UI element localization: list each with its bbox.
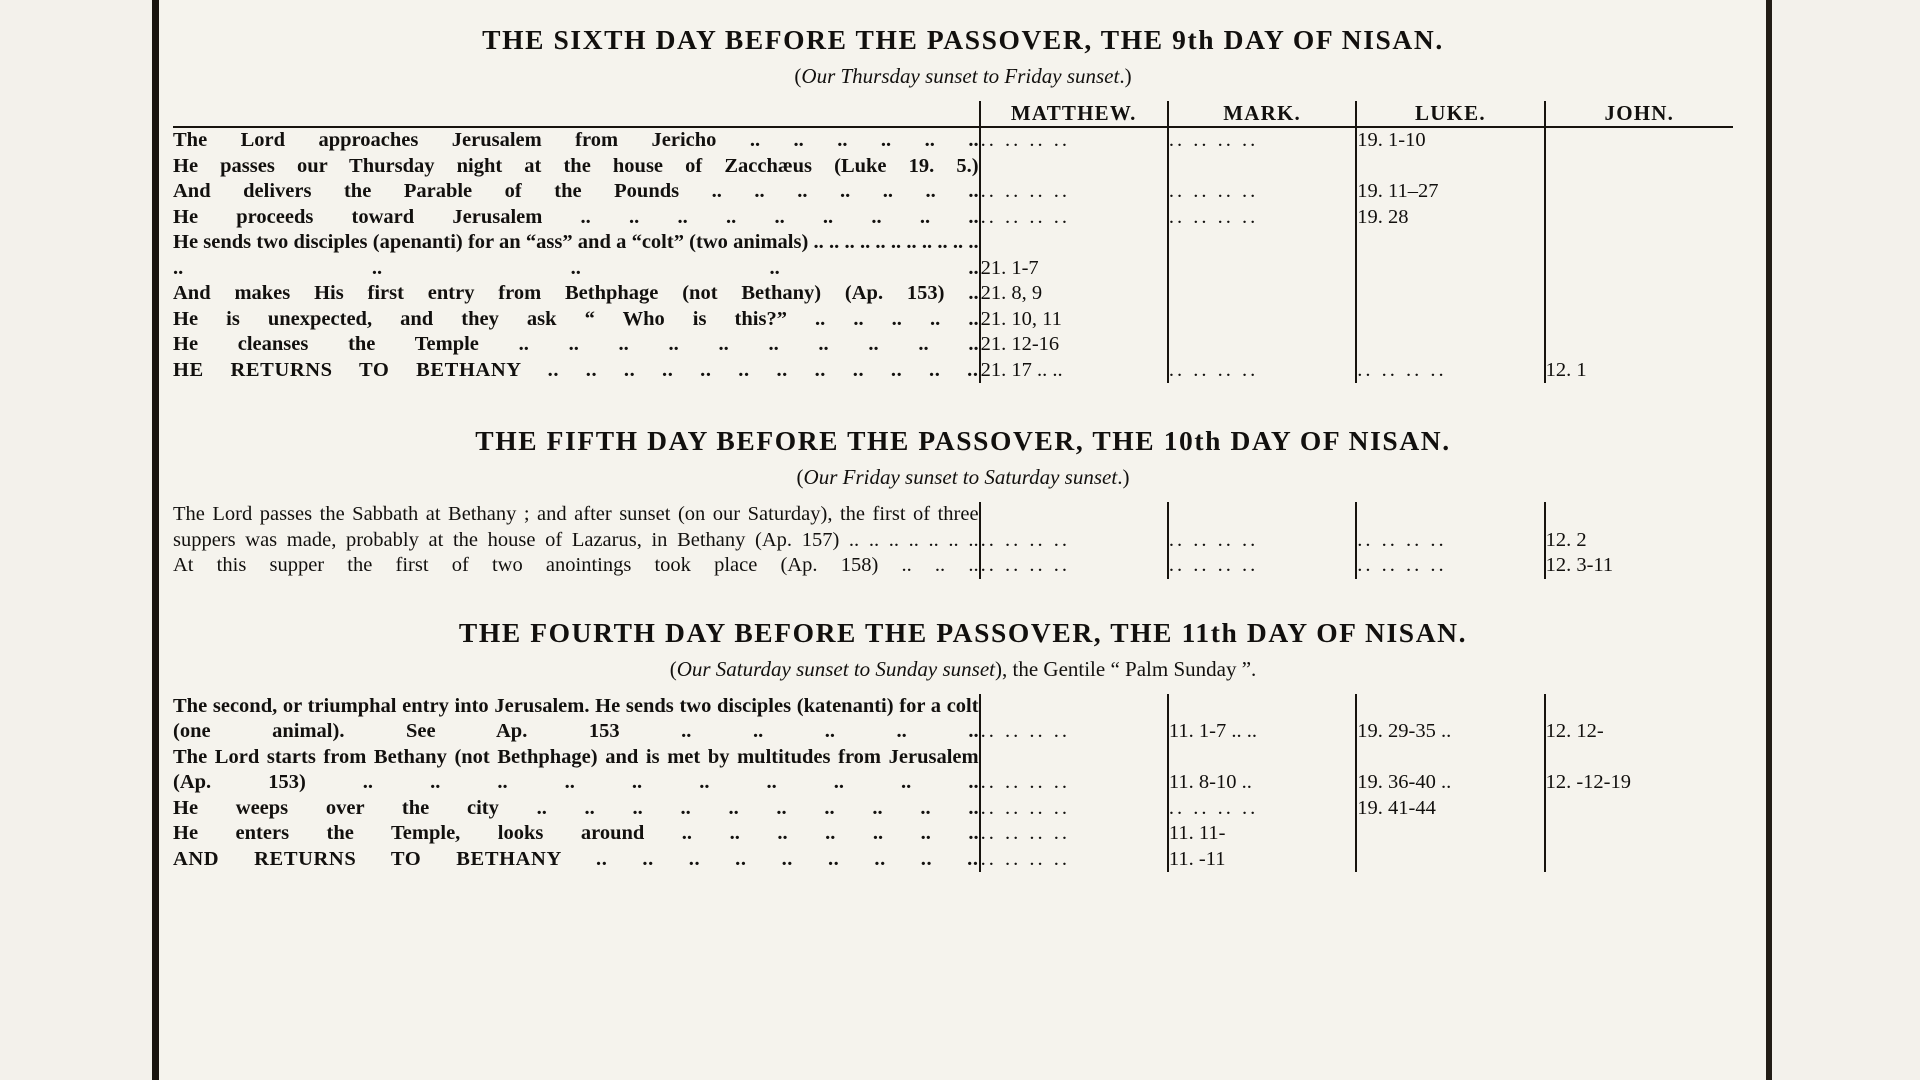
section-subtitle-fourth-day bbox=[173, 657, 1753, 682]
table-row bbox=[173, 745, 1733, 796]
subtitle-close-paren: .) bbox=[1117, 465, 1130, 489]
column-header-matthew: MATTHEW. bbox=[980, 101, 1168, 127]
ref-mark: 11. -11 bbox=[1168, 847, 1356, 873]
column-header-john: JOHN. bbox=[1545, 101, 1733, 127]
ref-john bbox=[1545, 307, 1733, 333]
page-gutter-right bbox=[1766, 0, 1772, 1080]
ref-mark: .. .. .. .. bbox=[1168, 127, 1356, 154]
section-spacer bbox=[173, 579, 1753, 593]
table-row bbox=[173, 358, 1733, 384]
table-row bbox=[173, 127, 1733, 154]
table-row bbox=[173, 821, 1733, 847]
ref-matthew: .. .. .. .. bbox=[980, 127, 1168, 154]
ref-mark bbox=[1168, 154, 1356, 180]
ref-john bbox=[1545, 179, 1733, 205]
ref-luke: 19. 29-35 .. bbox=[1356, 694, 1544, 745]
harmony-table-sixth-day bbox=[173, 101, 1733, 383]
ref-matthew: 21. 12-16 bbox=[980, 332, 1168, 358]
ref-luke: 19. 11–27 bbox=[1356, 179, 1544, 205]
ref-luke bbox=[1356, 847, 1544, 873]
column-header-luke: LUKE. bbox=[1356, 101, 1544, 127]
ref-john: 12. 12- bbox=[1545, 694, 1733, 745]
ref-mark: 11. 1-7 .. .. bbox=[1168, 694, 1356, 745]
table-body bbox=[173, 127, 1733, 383]
ref-mark: 11. 8-10 .. bbox=[1168, 745, 1356, 796]
section-subtitle-fifth-day bbox=[173, 465, 1753, 490]
page-content bbox=[173, 0, 1753, 872]
event-description: And delivers the Parable of the Pounds .. .. .. .. .. .. .. bbox=[173, 180, 979, 202]
ref-john bbox=[1545, 127, 1733, 154]
ref-john: 12. -12-19 bbox=[1545, 745, 1733, 796]
ref-mark bbox=[1168, 281, 1356, 307]
ref-mark: 11. 11- bbox=[1168, 821, 1356, 847]
table-row bbox=[173, 154, 1733, 180]
harmony-table-fifth-day bbox=[173, 502, 1733, 579]
subtitle-open-paren: ( bbox=[796, 465, 804, 489]
subtitle-italic-text: Our Thursday sunset to Friday sunset bbox=[801, 64, 1120, 88]
section-title-fourth-day: THE FOURTH DAY BEFORE THE PASSOVER, THE 11th DAY OF NISAN. bbox=[458, 616, 1468, 648]
harmony-table-fourth-day bbox=[173, 694, 1733, 873]
table-body bbox=[173, 694, 1733, 873]
table-row bbox=[173, 796, 1733, 822]
subtitle-italic-text: Our Friday sunset to Saturday sunset bbox=[803, 465, 1118, 489]
event-description: The Lord approaches Jerusalem from Jericho .. .. .. .. .. .. bbox=[173, 129, 979, 151]
header-row bbox=[173, 101, 1733, 127]
event-description: He proceeds toward Jerusalem .. .. .. .. .. .. .. .. .. bbox=[173, 205, 979, 228]
ref-luke: .. .. .. .. bbox=[1356, 358, 1544, 384]
ref-mark: .. .. .. .. bbox=[1168, 553, 1356, 579]
ref-matthew: .. .. .. .. bbox=[980, 694, 1168, 745]
ref-john bbox=[1545, 796, 1733, 822]
event-description: He passes our Thursday night at the house of Zacchæus (Luke 19. 5.) bbox=[173, 154, 979, 177]
ref-luke bbox=[1356, 307, 1544, 333]
section-title-sixth-day: THE SIXTH DAY BEFORE THE PASSOVER, THE 9th DAY OF NISAN. bbox=[482, 24, 1444, 55]
column-header-events bbox=[173, 101, 980, 127]
ref-matthew: 21. 10, 11 bbox=[980, 307, 1168, 333]
ref-luke: .. .. .. .. bbox=[1356, 502, 1544, 553]
event-description: The Lord passes the Sabbath at Bethany ; and after sunset (on our Saturday), the first of three suppers was made, probably at the house of Lazarus, in Bethany (Ap. 157) .. .. .. .. .. .. .. bbox=[173, 503, 979, 551]
ref-matthew: .. .. .. .. bbox=[980, 179, 1168, 205]
subtitle-close-paren: ), the Gentile “ Palm Sunday ”. bbox=[995, 656, 1257, 681]
ref-matthew: .. .. .. .. bbox=[980, 821, 1168, 847]
event-description: HE RETURNS TO BETHANY .. .. .. .. .. .. .. .. .. .. .. .. bbox=[173, 358, 979, 381]
table-row bbox=[173, 230, 1733, 281]
ref-matthew: .. .. .. .. bbox=[980, 205, 1168, 231]
event-description: The Lord starts from Bethany (not Bethphage) and is met by multitudes from Jerusalem (Ap. 153) .. .. .. .. .. .. .. .. .. .. bbox=[173, 745, 979, 793]
ref-john: 12. 1 bbox=[1545, 358, 1733, 384]
table-row bbox=[173, 553, 1733, 579]
ref-luke bbox=[1356, 230, 1544, 281]
ref-luke: 19. 28 bbox=[1356, 205, 1544, 231]
column-header-mark: MARK. bbox=[1168, 101, 1356, 127]
ref-matthew: 21. 8, 9 bbox=[980, 281, 1168, 307]
ref-matthew: 21. 1-7 bbox=[980, 230, 1168, 281]
table-row bbox=[173, 281, 1733, 307]
event-description: AND RETURNS TO BETHANY .. .. .. .. .. .. .. .. .. bbox=[173, 847, 979, 870]
section-spacer bbox=[173, 383, 1753, 401]
ref-mark bbox=[1168, 230, 1356, 281]
page-gutter-left bbox=[152, 0, 159, 1080]
event-description: He weeps over the city .. .. .. .. .. .. .. .. .. .. bbox=[173, 796, 979, 819]
ref-luke bbox=[1356, 821, 1544, 847]
ref-mark: .. .. .. .. bbox=[1168, 502, 1356, 553]
table-row bbox=[173, 205, 1733, 231]
ref-matthew: 21. 17 .. .. bbox=[980, 358, 1168, 384]
ref-john bbox=[1545, 230, 1733, 281]
section-title-fifth-day: THE FIFTH DAY BEFORE THE PASSOVER, THE 10th DAY OF NISAN. bbox=[475, 425, 1451, 456]
ref-matthew: .. .. .. .. bbox=[980, 745, 1168, 796]
ref-mark bbox=[1168, 332, 1356, 358]
table-row bbox=[173, 847, 1733, 873]
ref-luke bbox=[1356, 154, 1544, 180]
event-description: The second, or triumphal entry into Jerusalem. He sends two disciples (katenanti) for a colt (one animal). See Ap. 153 .. .. .. .. .. bbox=[173, 694, 979, 742]
ref-luke bbox=[1356, 281, 1544, 307]
ref-luke: 19. 41-44 bbox=[1356, 796, 1544, 822]
table-row bbox=[173, 332, 1733, 358]
table-head bbox=[173, 101, 1733, 127]
ref-john bbox=[1545, 847, 1733, 873]
ref-luke: .. .. .. .. bbox=[1356, 553, 1544, 579]
ref-matthew: .. .. .. .. bbox=[980, 553, 1168, 579]
ref-john: 12. 2 bbox=[1545, 502, 1733, 553]
ref-john bbox=[1545, 154, 1733, 180]
event-description: At this supper the first of two anointings took place (Ap. 158) .. .. .. bbox=[173, 554, 979, 576]
page-sheet bbox=[159, 0, 1766, 1080]
event-description: He is unexpected, and they ask “ Who is this?” .. .. .. .. .. bbox=[173, 307, 979, 330]
ref-mark bbox=[1168, 307, 1356, 333]
section-subtitle-sixth-day bbox=[173, 64, 1753, 89]
ref-matthew: .. .. .. .. bbox=[980, 847, 1168, 873]
event-description: And makes His first entry from Bethphage (not Bethany) (Ap. 153) .. bbox=[173, 282, 979, 304]
table-row bbox=[173, 502, 1733, 553]
event-description: He cleanses the Temple .. .. .. .. .. .. .. .. .. .. bbox=[173, 333, 979, 355]
event-description: He enters the Temple, looks around .. .. .. .. .. .. .. bbox=[173, 822, 979, 844]
ref-matthew bbox=[980, 154, 1168, 180]
subtitle-open-paren: ( bbox=[794, 64, 802, 88]
ref-mark: .. .. .. .. bbox=[1168, 179, 1356, 205]
ref-john bbox=[1545, 281, 1733, 307]
ref-mark: .. .. .. .. bbox=[1168, 205, 1356, 231]
ref-john bbox=[1545, 205, 1733, 231]
subtitle-italic-text: Our Saturday sunset to Sunday sunset bbox=[676, 656, 995, 681]
table-row bbox=[173, 179, 1733, 205]
ref-mark: .. .. .. .. bbox=[1168, 358, 1356, 384]
table-body bbox=[173, 502, 1733, 579]
event-description: He sends two disciples (apenanti) for an “ass” and a “colt” (two animals) .. .. .. .. .. .. .. .. .. .. .. .. .. .. .. .. bbox=[173, 231, 979, 279]
subtitle-close-paren: .) bbox=[1119, 64, 1132, 88]
ref-john bbox=[1545, 821, 1733, 847]
subtitle-open-paren: ( bbox=[669, 656, 677, 681]
ref-matthew: .. .. .. .. bbox=[980, 502, 1168, 553]
table-row bbox=[173, 307, 1733, 333]
ref-mark: .. .. .. .. bbox=[1168, 796, 1356, 822]
ref-luke: 19. 36-40 .. bbox=[1356, 745, 1544, 796]
ref-luke: 19. 1-10 bbox=[1356, 127, 1544, 154]
ref-matthew: .. .. .. .. bbox=[980, 796, 1168, 822]
ref-luke bbox=[1356, 332, 1544, 358]
ref-john: 12. 3-11 bbox=[1545, 553, 1733, 579]
table-row bbox=[173, 694, 1733, 745]
ref-john bbox=[1545, 332, 1733, 358]
